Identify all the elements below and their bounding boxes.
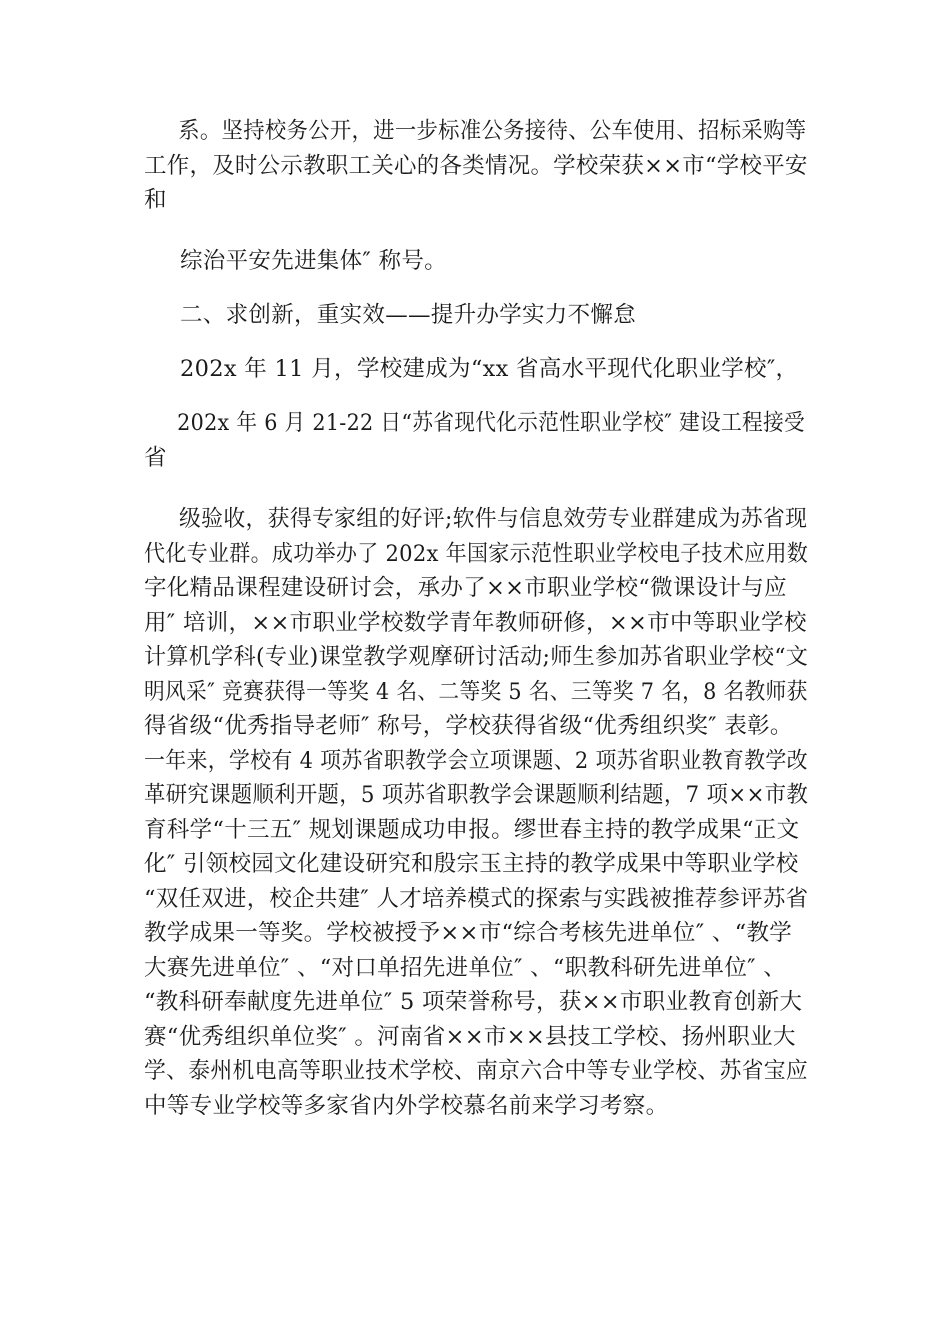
text-line: 育科学“十三五″ 规划课题成功申报。缪世春主持的教学成果“正文 xyxy=(144,816,800,843)
text-line: 202x 年 6 月 21-22 日“苏省现代化示范性职业学校″ 建设工程接受 xyxy=(177,410,805,436)
paragraph-5 xyxy=(144,406,808,475)
text-line: 明风采″ 竞赛获得一等奖 4 名、二等奖 5 名、三等奖 7 名，8 名教师获 xyxy=(144,678,808,705)
text-line: 化″ 引领校园文化建设研究和殷宗玉主持的教学成果中等职业学校 xyxy=(144,851,799,877)
text-line: 得省级“优秀指导老师″ 称号，学校获得省级“优秀组织奖″ 表彰。 xyxy=(144,713,793,739)
text-line: 综治平安先进集体″ 称号。 xyxy=(180,248,447,274)
paragraph-1 xyxy=(144,114,808,218)
text-line: 省 xyxy=(144,444,167,471)
text-line: 和 xyxy=(144,187,167,213)
text-line: 一年来，学校有 4 项苏省职教学会立项课题、2 项苏省职业教育教学改 xyxy=(144,747,808,774)
text-line: 工作，及时公示教职工关心的各类情况。学校荣获××市“学校平安 xyxy=(144,152,808,179)
paragraph-4 xyxy=(144,352,808,387)
text-line: 赛“优秀组织单位奖″ 。河南省××市××县技工学校、扬州职业大 xyxy=(144,1023,796,1050)
text-line: 教学成果一等奖。学校被授予××市“综合考核先进单位″ 、“教学 xyxy=(144,920,793,946)
paragraph-6 xyxy=(144,502,808,1123)
text-line: 计算机学科(专业)课堂教学观摩研讨活动;师生参加苏省职业学校“文 xyxy=(144,644,809,670)
text-line: 系。坚持校务公开，进一步标准公务接待、公车使用、招标采购等 xyxy=(178,118,807,144)
text-line: “教科研奉献度先进单位″ 5 项荣誉称号，获××市职业教育创新大 xyxy=(144,989,803,1015)
text-line: 大赛先进单位″ 、“对口单招先进单位″ 、“职教科研先进单位″ 、 xyxy=(144,954,787,981)
text-line: 202x 年 11 月，学校建成为“xx 省高水平现代化职业学校″， xyxy=(180,356,799,382)
text-line: 革研究课题顺利开题，5 项苏省职教学会课题顺利结题，7 项××市教 xyxy=(144,782,809,808)
text-line: 用″ 培训，××市职业学校数学青年教师研修，××市中等职业学校 xyxy=(144,609,807,636)
text-line: 字化精品课程建设研讨会，承办了××市职业学校“微课设计与应 xyxy=(144,575,787,601)
text-line: 代化专业群。成功举办了 202x 年国家示范性职业学校电子技术应用数 xyxy=(144,540,809,567)
paragraph-3-heading xyxy=(144,298,808,333)
text-line: 学、泰州机电高等职业技术学校、南京六合中等专业学校、苏省宝应 xyxy=(144,1058,809,1084)
section-heading: 二、求创新，重实效——提升办学实力不懈怠 xyxy=(180,302,637,328)
paragraph-2 xyxy=(144,244,808,279)
text-line: 级验收，获得专家组的好评;软件与信息效劳专业群建成为苏省现 xyxy=(178,506,808,532)
text-line: “双任双进，校企共建″ 人才培养模式的探索与实践被推荐参评苏省 xyxy=(144,885,809,912)
text-line: 中等专业学校等多家省内外学校慕名前来学习考察。 xyxy=(144,1092,669,1119)
